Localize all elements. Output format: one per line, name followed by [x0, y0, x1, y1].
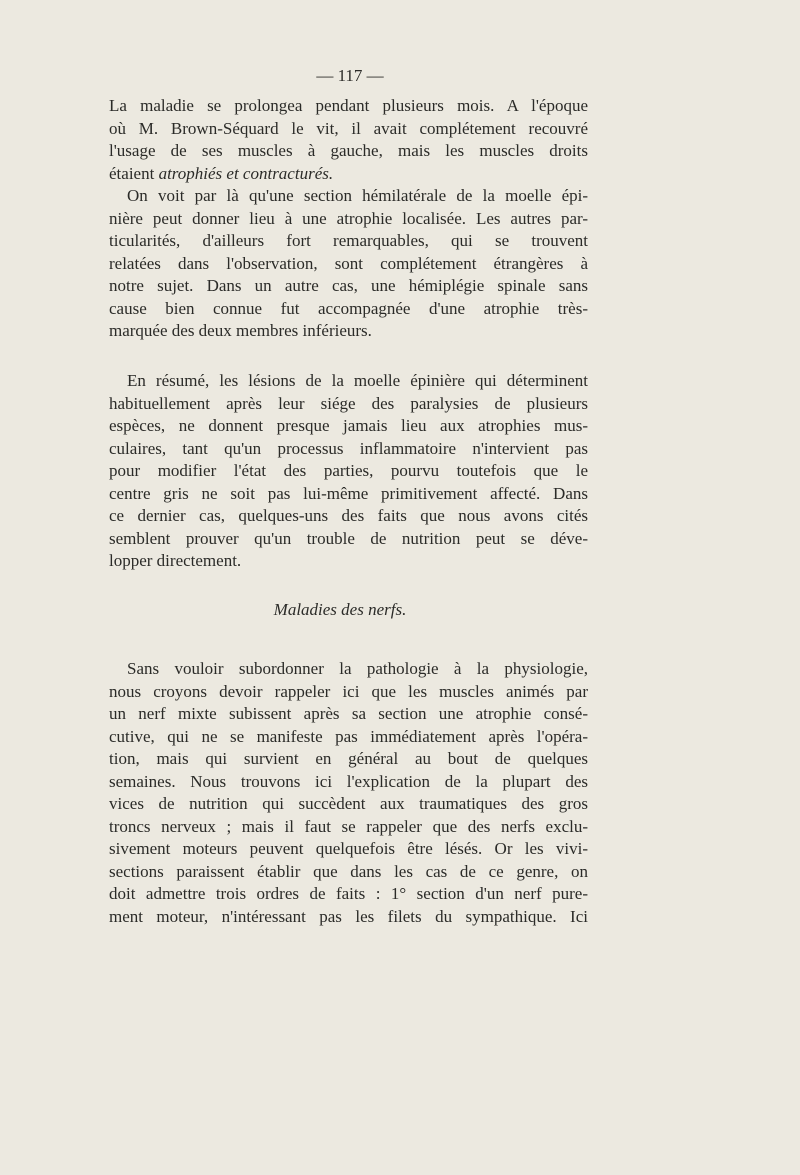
text-line: ticularités, d'ailleurs fort remarquables, qui se trouvent [109, 231, 588, 250]
text-line: centre gris ne soit pas lui-même primitivement affecté. Dans [109, 483, 588, 503]
section-heading: Maladies des nerfs. [273, 600, 407, 619]
text-line: marquée des deux membres inférieurs. [109, 321, 372, 340]
text-line: cutive, qui ne se manifeste pas immédiatement après l'opéra- [109, 726, 588, 746]
paragraph-3 [109, 370, 588, 573]
text-line: habituellement après leur siége des paralysies de plusieurs [109, 393, 588, 413]
text-line: nous croyons devoir rappeler ici que les muscles animés par [109, 681, 588, 701]
paragraph-1 [109, 95, 588, 185]
text-line: un nerf mixte subissent après sa section une atrophie consé- [109, 704, 588, 723]
paragraph-4 [109, 658, 588, 928]
text-line: où M. Brown-Séquard le vit, il avait complétement recouvré [109, 118, 588, 138]
text-line: l'usage de ses muscles à gauche, mais les muscles droits [109, 141, 588, 160]
text-line: espèces, ne donnent presque jamais lieu aux atrophies mus- [109, 416, 588, 435]
text-line: sivement moteurs peuvent quelquefois être lésés. Or les vivi- [109, 839, 588, 858]
text-line: La maladie se prolongea pendant plusieurs mois. A l'époque [109, 96, 588, 115]
text-line: culaires, tant qu'un processus inflammatoire n'intervient pas [109, 438, 588, 458]
text-fragment: étaient [109, 163, 159, 183]
text-line: sections paraissent établir que dans les cas de ce genre, on [109, 861, 588, 881]
text-line: nière peut donner lieu à une atrophie localisée. Les autres par- [109, 208, 588, 228]
italic-phrase: atrophiés et contracturés. [158, 163, 334, 183]
text-line [109, 163, 588, 186]
text-line: lopper directement. [109, 551, 242, 570]
text-line: relatées dans l'observation, sont complétement étrangères à [109, 253, 588, 273]
text-line: cause bien connue fut accompagnée d'une atrophie très- [109, 298, 588, 318]
text-line: notre sujet. Dans un autre cas, une hémiplégie spinale sans [109, 276, 588, 295]
text-line: pour modifier l'état des parties, pourvu toutefois que le [109, 461, 588, 480]
page-number: — 117 — [316, 66, 384, 85]
text-line: On voit par là qu'une section hémilatérale de la moelle épi- [127, 186, 588, 205]
text-line: semaines. Nous trouvons ici l'explication de la plupart des [109, 771, 588, 791]
text-line: semblent prouver qu'un trouble de nutrition peut se déve- [109, 528, 588, 548]
paragraph-2 [109, 185, 588, 343]
text-line: vices de nutrition qui succèdent aux traumatiques des gros [109, 794, 588, 813]
text-line: ment moteur, n'intéressant pas les filets du sympathique. Ici [109, 906, 588, 926]
text-line: En résumé, les lésions de la moelle épinière qui déterminent [127, 371, 588, 390]
text-line: troncs nerveux ; mais il faut se rappeler que des nerfs exclu- [109, 816, 588, 836]
text-line: Sans vouloir subordonner la pathologie à la physiologie, [127, 659, 588, 678]
text-line: tion, mais qui survient en général au bout de quelques [109, 749, 588, 768]
text-line: ce dernier cas, quelques-uns des faits que nous avons cités [109, 506, 588, 525]
text-line: doit admettre trois ordres de faits : 1° section d'un nerf pure- [109, 884, 588, 903]
